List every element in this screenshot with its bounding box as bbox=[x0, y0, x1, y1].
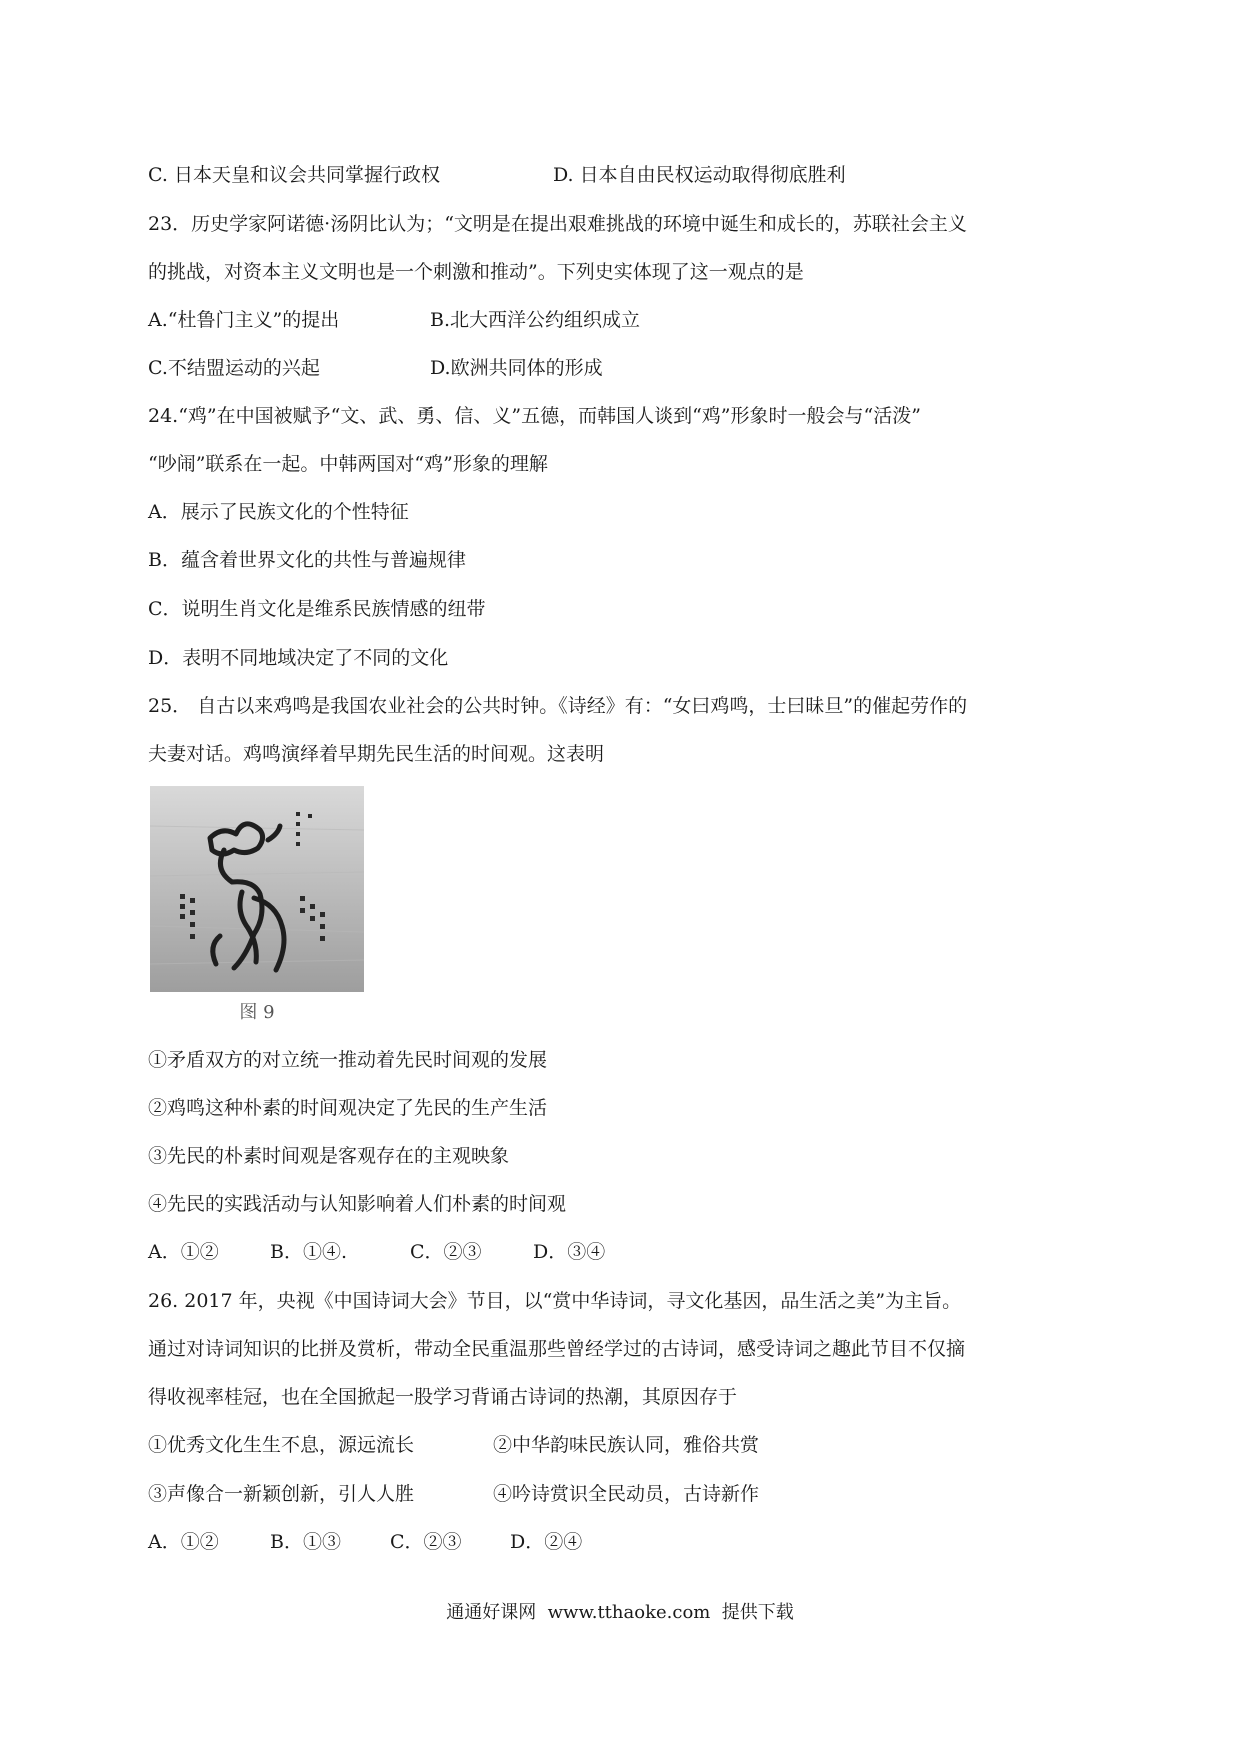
q26-option-b: B．①③ bbox=[270, 1531, 341, 1553]
q25-option-c: C．②③ bbox=[410, 1241, 482, 1263]
q23-option-b: B.北大西洋公约组织成立 bbox=[430, 309, 641, 331]
q24-option-c: C．说明生肖文化是维系民族情感的纽带 bbox=[148, 598, 486, 620]
q24-option-d: D．表明不同地域决定了不同的文化 bbox=[148, 647, 449, 669]
q26-item-1: ①优秀文化生生不息，源远流长 bbox=[148, 1434, 415, 1456]
q23-stem-line-2: 的挑战，对资本主义文明也是一个刺激和推动”。下列史实体现了这一观点的是 bbox=[148, 261, 804, 283]
q26-item-4: ④吟诗赏识全民动员，古诗新作 bbox=[493, 1483, 760, 1505]
q23-option-d: D.欧洲共同体的形成 bbox=[430, 357, 603, 379]
q26-stem-line-3: 得收视率桂冠，也在全国掀起一股学习背诵古诗词的热潮，其原因存于 bbox=[148, 1386, 738, 1408]
q24-option-a: A．展示了民族文化的个性特征 bbox=[148, 501, 409, 523]
q23-stem-line-1: 23．历史学家阿诺德·汤阴比认为；“文明是在提出艰难挑战的环境中诞生和成长的，苏联社会主义 bbox=[148, 213, 967, 235]
figure-caption: 图 9 bbox=[239, 1002, 275, 1023]
q26-option-a: A．①② bbox=[148, 1531, 219, 1553]
q23-option-c: C.不结盟运动的兴起 bbox=[148, 357, 320, 379]
q24-option-b: B．蕴含着世界文化的共性与普遍规律 bbox=[148, 549, 466, 571]
q26-stem-line-2: 通过对诗词知识的比拼及赏析，带动全民重温那些曾经学过的古诗词，感受诗词之趣此节目不仅摘 bbox=[148, 1338, 966, 1360]
q25-option-a: A．①② bbox=[148, 1241, 219, 1263]
q25-stem-line-1: 25． 自古以来鸡鸣是我国农业社会的公共时钟。《诗经》有：“女曰鸡鸣，士曰昧旦”的催起劳作的 bbox=[148, 695, 968, 717]
q26-option-c: C．②③ bbox=[390, 1531, 462, 1553]
q26-item-3: ③声像合一新颖创新，引人人胜 bbox=[148, 1483, 415, 1505]
q26-option-d: D．②④ bbox=[510, 1531, 583, 1553]
q25-item-2: ②鸡鸣这种朴素的时间观决定了先民的生产生活 bbox=[148, 1097, 548, 1119]
q22-option-d: D. 日本自由民权运动取得彻底胜利 bbox=[553, 164, 846, 186]
rooster-glyph-image bbox=[150, 786, 364, 1032]
q22-option-c: C. 日本天皇和议会共同掌握行政权 bbox=[148, 164, 440, 186]
q25-item-4: ④先民的实践活动与认知影响着人们朴素的时间观 bbox=[148, 1193, 567, 1215]
q25-item-3: ③先民的朴素时间观是客观存在的主观映象 bbox=[148, 1145, 510, 1167]
q24-stem-line-1: 24.“鸡”在中国被赋予“文、武、勇、信、义”五德，而韩国人谈到“鸡”形象时一般会与“活泼” bbox=[148, 405, 921, 427]
q24-stem-line-2: “吵闹”联系在一起。中韩两国对“鸡”形象的理解 bbox=[148, 453, 548, 475]
q25-item-1: ①矛盾双方的对立统一推动着先民时间观的发展 bbox=[148, 1049, 548, 1071]
q26-stem-line-1: 26. 2017 年，央视《中国诗词大会》节目，以“赏中华诗词，寻文化基因，品生活之美”为主旨。 bbox=[148, 1290, 962, 1312]
q23-option-a: A.“杜鲁门主义”的提出 bbox=[148, 309, 340, 331]
q25-stem-line-2: 夫妻对话。鸡鸣演绎着早期先民生活的时间观。这表明 bbox=[148, 743, 605, 765]
page-footer: 通通好课网 www.tthaoke.com 提供下载 bbox=[446, 1602, 794, 1623]
q25-option-b: B．①④. bbox=[270, 1241, 348, 1263]
q25-option-d: D．③④ bbox=[533, 1241, 606, 1263]
q26-item-2: ②中华韵味民族认同，雅俗共赏 bbox=[493, 1434, 760, 1456]
figure-9-rooster-oracle-script bbox=[150, 786, 364, 1032]
